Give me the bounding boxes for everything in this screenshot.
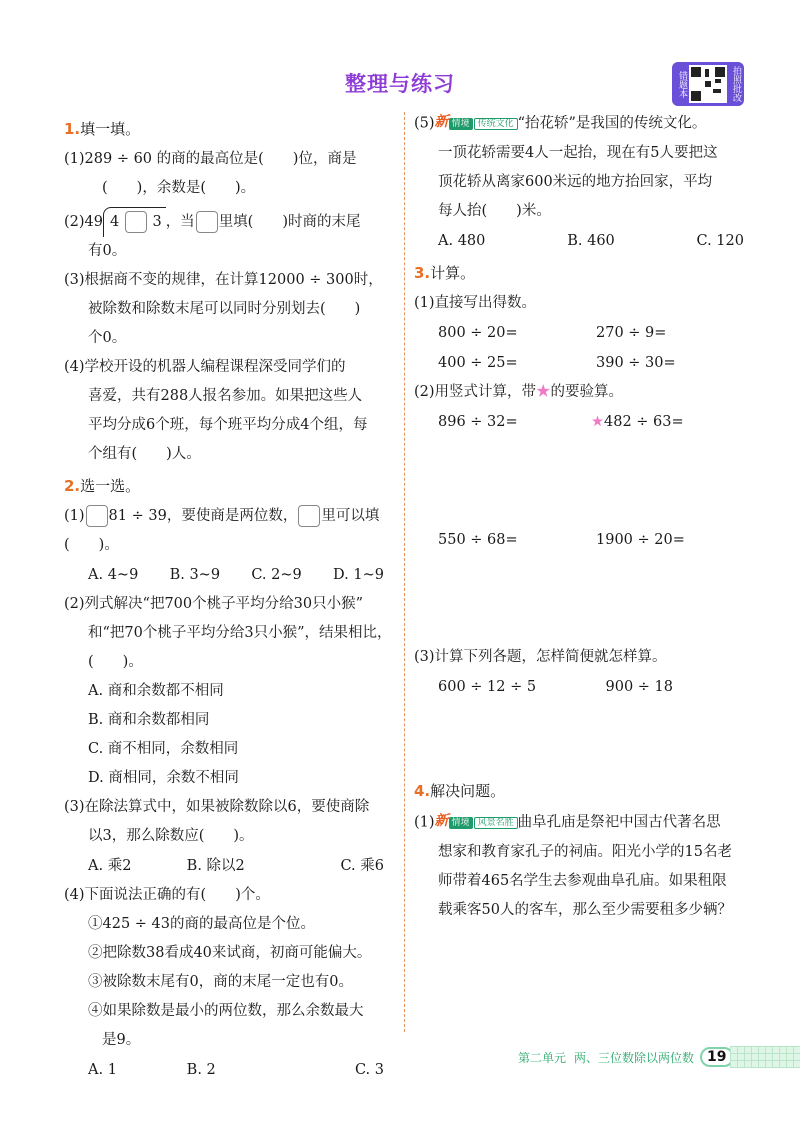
question-text: 师带着465名学生去参观曲阜孔庙。如果租限 [438, 873, 727, 889]
question-text: (2)列式解决“把700个桃子平均分给30只小猴” [64, 596, 363, 612]
answer-box[interactable] [298, 505, 320, 527]
long-division: 49 4 3 [85, 207, 166, 237]
option[interactable]: B. 商和余数都相同 [88, 712, 210, 728]
choice-options [64, 1055, 394, 1085]
context-tag: 新 情境 传统文化 [435, 108, 518, 139]
statement: ②把除数38看成40来试商，初商可能偏大。 [88, 945, 372, 961]
question-text: ( )，余数是( )。 [102, 180, 256, 196]
question-text: (4)下面说法正确的有( )个。 [64, 887, 270, 903]
question-text: 载乘客50人的客车，那么至少需要租多少辆？ [438, 902, 732, 918]
question-text: 个0。 [88, 330, 127, 346]
choice-options [64, 560, 394, 590]
word-problem-line: (1)新 情境 风景名胜 曲阜孔庙是祭祀中国古代著名思 [414, 807, 754, 838]
calc-item: 550 ÷ 68= [438, 532, 518, 548]
section-title: 选一选。 [80, 477, 141, 495]
option[interactable]: D. 1~9 [333, 567, 384, 583]
section-number: 4. [414, 782, 431, 800]
question-2-line: (2)用竖式计算，带★的要验算。 [414, 384, 624, 400]
qr-left-label: 错题本 [677, 70, 687, 98]
choice-options [414, 226, 754, 256]
section-1-heading [64, 118, 394, 139]
question-2-line: (2)49 4 3 ，当 里填( )时商的末尾 [64, 207, 394, 237]
qr-right-label: 拍照批改 [731, 66, 741, 102]
section-4-heading [414, 780, 754, 801]
calc-item: 900 ÷ 18 [605, 679, 673, 695]
star-icon: ★ [591, 414, 604, 430]
statement: ④如果除数是最小的两位数，那么余数最大 [88, 1003, 364, 1019]
answer-box[interactable] [125, 211, 147, 233]
question-text: (1)直接写出得数。 [414, 295, 537, 311]
column-divider [404, 112, 405, 1032]
calc-item: ★482 ÷ 63= [591, 414, 684, 430]
question-text: (3)根据商不变的规律，在计算12000 ÷ 300时， [64, 272, 383, 288]
question-text: (4)学校开设的机器人编程课程深受同学们的 [64, 359, 346, 375]
option[interactable]: A. 4~9 [88, 567, 139, 583]
option[interactable]: A. 乘2 [88, 858, 132, 874]
question-text: 一顶花轿需要4人一起抬，现在有5人要把这 [438, 145, 718, 161]
option[interactable]: B. 460 [567, 233, 615, 249]
star-icon: ★ [536, 384, 551, 400]
question-5-line: (5)新 情境 传统文化 “抬花轿”是我国的传统文化。 [414, 108, 754, 139]
qr-code-icon [689, 65, 727, 103]
option[interactable]: C. 2~9 [251, 567, 302, 583]
footer-topic: 两、三位数除以两位数 [574, 1050, 695, 1065]
option[interactable]: A. 480 [438, 233, 486, 249]
question-text: 平均分成6个班，每个班平均分成4个组，每 [88, 417, 368, 433]
question-text: 有0。 [88, 243, 127, 259]
calc-item: 896 ÷ 32= [438, 414, 518, 430]
calc-row [414, 525, 754, 555]
option[interactable]: C. 商不相同，余数相同 [88, 741, 239, 757]
question-text: 以3，那么除数应( )。 [88, 828, 254, 844]
section-3-heading [414, 262, 754, 283]
question-text: 顶花轿从离家600米远的地方抬回家，平均 [438, 174, 713, 190]
section-title: 解决问题。 [430, 782, 506, 800]
calc-item: 390 ÷ 30= [596, 355, 676, 371]
calc-row [414, 672, 754, 702]
question-text: 个组有( )人。 [88, 446, 201, 462]
calc-row [414, 407, 754, 437]
question-text: 被除数和除数末尾可以同时分别划去( ) [88, 301, 361, 317]
calc-item: 600 ÷ 12 ÷ 5 [438, 679, 537, 695]
question-text: (3)在除法算式中，如果被除数除以6，要使商除 [64, 799, 370, 815]
statement: ③被除数末尾有0，商的末尾一定也有0。 [88, 974, 353, 990]
question-text: 想家和教育家孔子的祠庙。阳光小学的15名老 [438, 844, 732, 860]
statement: 是9。 [102, 1032, 141, 1048]
answer-box[interactable] [86, 505, 108, 527]
option[interactable]: C. 120 [696, 233, 744, 249]
section-number: 1. [64, 120, 81, 138]
page-number: 19 [700, 1047, 733, 1067]
page-footer [518, 1046, 734, 1068]
calc-item: 270 ÷ 9= [596, 325, 667, 341]
left-column [64, 112, 394, 1085]
option[interactable]: B. 除以2 [186, 858, 245, 874]
option[interactable]: C. 3 [354, 1062, 385, 1078]
calc-item: 1900 ÷ 20= [596, 532, 685, 548]
question-text: ( )。 [88, 654, 143, 670]
option[interactable]: B. 2 [186, 1062, 216, 1078]
calc-row [414, 318, 754, 348]
work-space[interactable] [414, 702, 754, 774]
question-text: 和“把70个桃子平均分给3只小猴”，结果相比， [88, 625, 392, 641]
answer-box[interactable] [196, 211, 218, 233]
question-text: (3)计算下列各题，怎样简便就怎样算。 [414, 649, 667, 665]
section-number: 2. [64, 477, 81, 495]
footer-unit: 第二单元 [518, 1050, 567, 1065]
calc-item: 800 ÷ 20= [438, 325, 518, 341]
question-text: 喜爱，共有288人报名参加。如果把这些人 [88, 388, 363, 404]
question-text: 每人抬( )米。 [438, 203, 551, 219]
section-number: 3. [414, 264, 431, 282]
work-space[interactable] [414, 555, 754, 643]
choice-options [64, 851, 394, 881]
context-tag: 新 情境 风景名胜 [435, 807, 518, 838]
calc-item: 400 ÷ 25= [438, 355, 518, 371]
section-2-heading [64, 475, 394, 496]
option[interactable]: C. 乘6 [340, 858, 385, 874]
section-title: 计算。 [430, 264, 476, 282]
footer-grid-decoration [730, 1046, 800, 1068]
work-space[interactable] [414, 437, 754, 525]
section-title: 填一填。 [80, 120, 141, 138]
option[interactable]: D. 商相同，余数不相同 [88, 770, 239, 786]
page-title: 整理与练习 [345, 72, 455, 96]
question-text: (1)289 ÷ 60 的商的最高位是( )位，商是 [64, 151, 357, 167]
choice-1-line: (1) 81 ÷ 39，要使商是两位数， 里可以填( )。 [64, 502, 394, 560]
option[interactable]: A. 1 [88, 1062, 117, 1078]
calc-row [414, 348, 754, 378]
option[interactable]: A. 商和余数都不相同 [88, 683, 224, 699]
option[interactable]: B. 3~9 [169, 567, 221, 583]
qr-code-badge[interactable] [672, 62, 744, 106]
right-column [414, 112, 754, 925]
statement: ①425 ÷ 43的商的最高位是个位。 [88, 916, 315, 932]
